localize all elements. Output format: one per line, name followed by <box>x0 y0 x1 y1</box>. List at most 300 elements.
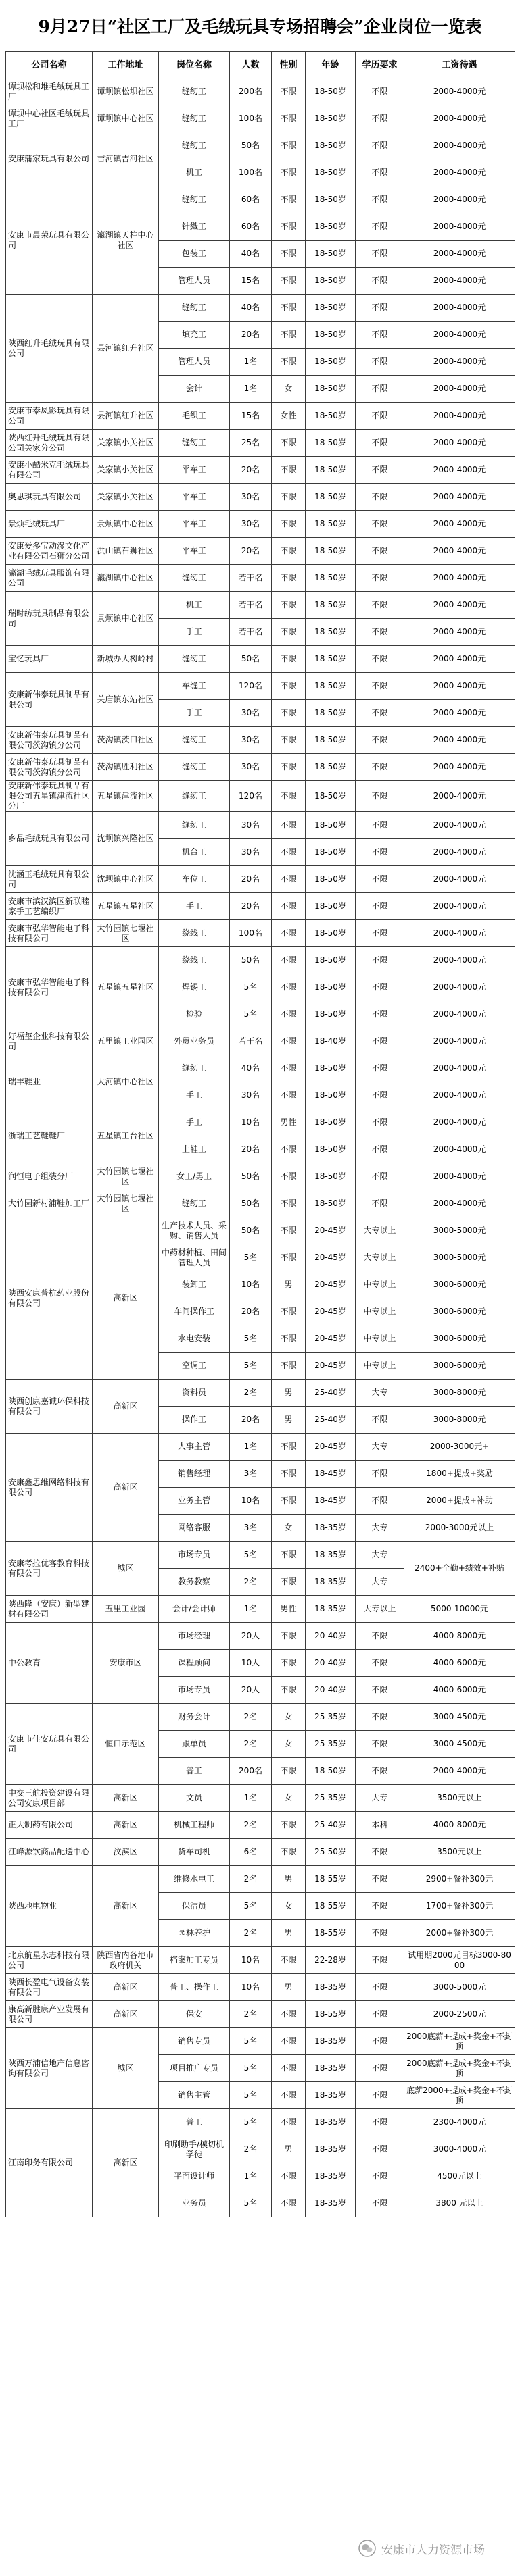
cell-salary: 2000-4000元 <box>404 1190 515 1217</box>
cell-education: 不限 <box>356 2163 404 2190</box>
cell-position: 人事主管 <box>159 1434 230 1461</box>
cell-education: 不限 <box>356 1001 404 1028</box>
cell-salary: 2000-4000元 <box>404 511 515 538</box>
cell-gender: 不限 <box>272 1190 306 1217</box>
cell-gender: 不限 <box>272 893 306 920</box>
cell-count: 20名 <box>230 1136 272 1163</box>
cell-salary: 2000底薪+提成+奖金+不封顶 <box>404 2055 515 2082</box>
cell-position: 焊锡工 <box>159 974 230 1001</box>
cell-salary: 2000-4000元 <box>404 1082 515 1109</box>
cell-education: 不限 <box>356 2055 404 2082</box>
cell-count: 5名 <box>230 2109 272 2136</box>
table-row <box>6 2028 515 2055</box>
table-row <box>6 1974 515 2001</box>
cell-count: 30名 <box>230 754 272 781</box>
cell-address: 高新区 <box>93 1434 159 1542</box>
table-row <box>6 1190 515 1217</box>
cell-company: 陕西创康嘉诚环保科技有限公司 <box>6 1380 93 1434</box>
cell-position: 包装工 <box>159 241 230 268</box>
cell-education: 中专以上 <box>356 1325 404 1353</box>
cell-count: 若干名 <box>230 1028 272 1055</box>
cell-gender: 男 <box>272 2136 306 2163</box>
cell-count: 30名 <box>230 511 272 538</box>
cell-age: 18-50岁 <box>306 105 356 132</box>
table-row <box>6 646 515 673</box>
table-row <box>6 1866 515 1893</box>
cell-age: 18-50岁 <box>306 1109 356 1136</box>
cell-education: 不限 <box>356 186 404 213</box>
cell-salary: 2000-4000元 <box>404 213 515 241</box>
cell-gender: 不限 <box>272 295 306 322</box>
cell-position: 管理人员 <box>159 268 230 295</box>
cell-salary: 2000-4000元 <box>404 484 515 511</box>
cell-age: 25-35岁 <box>306 1731 356 1758</box>
cell-age: 18-50岁 <box>306 403 356 430</box>
cell-education: 不限 <box>356 1947 404 1974</box>
cell-salary: 1700+餐补300元 <box>404 1893 515 1920</box>
cell-gender: 不限 <box>272 1758 306 1785</box>
cell-age: 18-50岁 <box>306 673 356 700</box>
cell-address: 沈坝镇兴隆社区 <box>93 812 159 866</box>
cell-salary: 4500元以上 <box>404 2163 515 2190</box>
cell-gender: 不限 <box>272 2082 306 2109</box>
cell-salary: 3000-5000元 <box>404 1217 515 1244</box>
cell-age: 18-35岁 <box>306 2136 356 2163</box>
cell-age: 18-35岁 <box>306 1542 356 1569</box>
cell-age: 18-50岁 <box>306 974 356 1001</box>
cell-gender: 男 <box>272 1380 306 1407</box>
table-row <box>6 1704 515 1731</box>
cell-salary: 4000-6000元 <box>404 1677 515 1704</box>
cell-age: 18-50岁 <box>306 538 356 565</box>
cell-position: 市场经理 <box>159 1623 230 1650</box>
cell-company: 陕西万浦信地产信息咨询有限公司 <box>6 2028 93 2109</box>
cell-company: 安康市弘华智能电子科技有限公司 <box>6 920 93 947</box>
watermark-text: 安康市人力资源市场 <box>381 2543 485 2557</box>
cell-count: 2名 <box>230 1920 272 1947</box>
cell-education: 本科 <box>356 1812 404 1839</box>
cell-gender: 不限 <box>272 1839 306 1866</box>
cell-address: 高新区 <box>93 1974 159 2001</box>
cell-gender: 不限 <box>272 1298 306 1325</box>
cell-age: 18-50岁 <box>306 349 356 376</box>
cell-count: 50名 <box>230 1163 272 1190</box>
cell-age: 18-50岁 <box>306 484 356 511</box>
cell-position: 缝纫工 <box>159 1055 230 1082</box>
cell-count: 40名 <box>230 1055 272 1082</box>
cell-education: 不限 <box>356 2082 404 2109</box>
cell-count: 40名 <box>230 241 272 268</box>
cell-count: 15名 <box>230 403 272 430</box>
cell-age: 18-50岁 <box>306 295 356 322</box>
cell-gender: 不限 <box>272 866 306 893</box>
cell-gender: 不限 <box>272 1082 306 1109</box>
table-row <box>6 592 515 619</box>
cell-count: 20名 <box>230 1298 272 1325</box>
cell-education: 不限 <box>356 430 404 457</box>
cell-age: 18-50岁 <box>306 893 356 920</box>
cell-age: 18-35岁 <box>306 2190 356 2217</box>
cell-age: 18-35岁 <box>306 1515 356 1542</box>
cell-company: 奥思琪玩具有限公司 <box>6 484 93 511</box>
cell-gender: 不限 <box>272 1461 306 1488</box>
cell-count: 2名 <box>230 1812 272 1839</box>
table-row <box>6 457 515 484</box>
cell-address: 高新区 <box>93 1812 159 1839</box>
cell-age: 20-45岁 <box>306 1434 356 1461</box>
cell-salary: 2000-4000元 <box>404 457 515 484</box>
cell-age: 18-50岁 <box>306 592 356 619</box>
cell-age: 18-50岁 <box>306 132 356 159</box>
cell-gender: 不限 <box>272 812 306 839</box>
cell-age: 18-50岁 <box>306 213 356 241</box>
table-row <box>6 1839 515 1866</box>
cell-position: 普工 <box>159 2109 230 2136</box>
cell-company: 安康市泰凤影玩具有限公司 <box>6 403 93 430</box>
cell-salary: 2000-4000元 <box>404 619 515 646</box>
cell-salary: 3000-4000元 <box>404 2136 515 2163</box>
cell-position: 缝纫工 <box>159 754 230 781</box>
cell-age: 18-50岁 <box>306 457 356 484</box>
cell-address: 五星镇津流社区 <box>93 781 159 812</box>
cell-gender: 不限 <box>272 619 306 646</box>
table-row <box>6 1055 515 1082</box>
cell-education: 不限 <box>356 159 404 186</box>
cell-education: 不限 <box>356 322 404 349</box>
cell-age: 20-45岁 <box>306 1325 356 1353</box>
cell-age: 18-55岁 <box>306 1866 356 1893</box>
cell-age: 18-50岁 <box>306 376 356 403</box>
cell-salary: 2000+餐补300元 <box>404 1920 515 1947</box>
cell-position: 填充工 <box>159 322 230 349</box>
cell-education: 不限 <box>356 213 404 241</box>
cell-age: 18-50岁 <box>306 565 356 592</box>
cell-company: 中交三航投资建设有限公司安康项目部 <box>6 1785 93 1812</box>
cell-education: 不限 <box>356 538 404 565</box>
cell-position: 手工 <box>159 1082 230 1109</box>
cell-age: 20-45岁 <box>306 1271 356 1298</box>
cell-gender: 不限 <box>272 754 306 781</box>
cell-position: 缝纫工 <box>159 105 230 132</box>
cell-education: 大专 <box>356 1542 404 1569</box>
cell-salary: 2000-4000元 <box>404 673 515 700</box>
cell-company: 安康新伟泰玩具制品有限公司五星镇津流社区分厂 <box>6 781 93 812</box>
cell-gender: 不限 <box>272 920 306 947</box>
cell-gender: 不限 <box>272 2190 306 2217</box>
watermark <box>358 2537 485 2560</box>
cell-count: 100名 <box>230 159 272 186</box>
cell-count: 60名 <box>230 213 272 241</box>
cell-count: 200名 <box>230 1758 272 1785</box>
cell-position: 缝纫工 <box>159 78 230 105</box>
cell-company: 安康市弘华智能电子科技有限公司 <box>6 947 93 1028</box>
cell-education: 不限 <box>356 866 404 893</box>
cell-salary: 2000-4000元 <box>404 947 515 974</box>
cell-count: 50名 <box>230 1190 272 1217</box>
cell-salary: 2000-4000元 <box>404 186 515 213</box>
cell-address: 谭坝镇中心社区 <box>93 105 159 132</box>
cell-education: 不限 <box>356 403 404 430</box>
cell-education: 不限 <box>356 132 404 159</box>
cell-address: 高新区 <box>93 1217 159 1380</box>
cell-count: 5名 <box>230 2190 272 2217</box>
table-row <box>6 484 515 511</box>
cell-salary: 3500元以上 <box>404 1839 515 1866</box>
table-row <box>6 1380 515 1407</box>
table-row <box>6 893 515 920</box>
cell-age: 18-55岁 <box>306 1920 356 1947</box>
cell-gender: 不限 <box>272 1677 306 1704</box>
cell-count: 25名 <box>230 430 272 457</box>
cell-position: 会计 <box>159 376 230 403</box>
cell-salary: 2000-4000元 <box>404 781 515 812</box>
cell-education: 不限 <box>356 2190 404 2217</box>
cell-address: 瀛湖镇天柱中心社区 <box>93 186 159 295</box>
cell-education: 不限 <box>356 920 404 947</box>
cell-gender: 不限 <box>272 1542 306 1569</box>
cell-gender: 不限 <box>272 673 306 700</box>
cell-education: 不限 <box>356 1055 404 1082</box>
cell-age: 22-28岁 <box>306 1947 356 1974</box>
table-row <box>6 1028 515 1055</box>
cell-education: 不限 <box>356 78 404 105</box>
cell-position: 文员 <box>159 1785 230 1812</box>
cell-address: 高新区 <box>93 2001 159 2028</box>
cell-age: 18-50岁 <box>306 1136 356 1163</box>
cell-count: 1名 <box>230 1785 272 1812</box>
cell-company: 中公教育 <box>6 1623 93 1704</box>
cell-salary: 3000-5000元 <box>404 1974 515 2001</box>
cell-gender: 不限 <box>272 78 306 105</box>
cell-age: 25-40岁 <box>306 1380 356 1407</box>
cell-address: 五里镇工业园区 <box>93 1028 159 1055</box>
cell-position: 针織工 <box>159 213 230 241</box>
cell-position: 外贸业务员 <box>159 1028 230 1055</box>
cell-education: 中专以上 <box>356 1298 404 1325</box>
cell-address: 城区 <box>93 1542 159 1596</box>
cell-age: 18-50岁 <box>306 430 356 457</box>
cell-gender: 不限 <box>272 1325 306 1353</box>
table-row <box>6 186 515 213</box>
cell-company: 浙瑞工艺鞋鞋厂 <box>6 1109 93 1163</box>
table-row <box>6 105 515 132</box>
cell-company: 安康市佳安玩具有限公司 <box>6 1704 93 1785</box>
cell-position: 装卸工 <box>159 1271 230 1298</box>
cell-age: 18-50岁 <box>306 646 356 673</box>
cell-count: 15名 <box>230 268 272 295</box>
cell-education: 不限 <box>356 1407 404 1434</box>
cell-education: 不限 <box>356 1190 404 1217</box>
cell-salary: 2000-4000元 <box>404 105 515 132</box>
cell-gender: 不限 <box>272 1217 306 1244</box>
cell-address: 大竹园镇七堰社区 <box>93 920 159 947</box>
table-row <box>6 1623 515 1650</box>
cell-address: 关庙镇东站社区 <box>93 673 159 727</box>
cell-gender: 不限 <box>272 1650 306 1677</box>
cell-education: 不限 <box>356 1920 404 1947</box>
cell-education: 不限 <box>356 1109 404 1136</box>
cell-count: 100名 <box>230 920 272 947</box>
cell-company: 陕西红升毛绒玩具有限公司关家分公司 <box>6 430 93 457</box>
cell-salary: 2000-4000元 <box>404 1136 515 1163</box>
cell-gender: 不限 <box>272 2109 306 2136</box>
cell-gender: 女 <box>272 1704 306 1731</box>
cell-company: 正大制药有限公司 <box>6 1812 93 1839</box>
cell-age: 18-50岁 <box>306 322 356 349</box>
cell-position: 手工 <box>159 893 230 920</box>
cell-salary: 3000-8000元 <box>404 1380 515 1407</box>
cell-salary: 2900+餐补300元 <box>404 1866 515 1893</box>
cell-salary: 2000-4000元 <box>404 1163 515 1190</box>
cell-company: 陕西地电物业 <box>6 1866 93 1947</box>
cell-count: 20名 <box>230 866 272 893</box>
table-row <box>6 1785 515 1812</box>
cell-address: 陕西省内各地市政府机关 <box>93 1947 159 1974</box>
cell-gender: 女 <box>272 376 306 403</box>
cell-age: 18-50岁 <box>306 1001 356 1028</box>
cell-age: 18-50岁 <box>306 186 356 213</box>
cell-salary: 3000-4500元 <box>404 1731 515 1758</box>
cell-gender: 不限 <box>272 511 306 538</box>
cell-address: 茨沟镇茨口社区 <box>93 727 159 754</box>
cell-count: 40名 <box>230 295 272 322</box>
cell-count: 5名 <box>230 2055 272 2082</box>
cell-position: 水电安装 <box>159 1325 230 1353</box>
cell-company: 谭坝松和堆毛绒玩具工厂 <box>6 78 93 105</box>
cell-gender: 不限 <box>272 2055 306 2082</box>
cell-gender: 不限 <box>272 1136 306 1163</box>
cell-gender: 女 <box>272 1731 306 1758</box>
header-count: 人数 <box>230 52 272 78</box>
cell-salary: 2000-4000元 <box>404 974 515 1001</box>
cell-count: 5名 <box>230 1542 272 1569</box>
cell-count: 10人 <box>230 1650 272 1677</box>
cell-position: 缝纫工 <box>159 1190 230 1217</box>
cell-salary: 3000-5000元 <box>404 1244 515 1271</box>
cell-address: 五星镇工台社区 <box>93 1109 159 1163</box>
cell-position: 管理人员 <box>159 349 230 376</box>
cell-gender: 男 <box>272 1920 306 1947</box>
cell-count: 10名 <box>230 1271 272 1298</box>
cell-count: 5名 <box>230 1893 272 1920</box>
cell-gender: 不限 <box>272 1623 306 1650</box>
cell-age: 18-50岁 <box>306 619 356 646</box>
cell-company: 瀛湖毛绒玩具服饰有限公司 <box>6 565 93 592</box>
cell-position: 档案加工专员 <box>159 1947 230 1974</box>
cell-salary: 2000-4000元 <box>404 1001 515 1028</box>
cell-education: 大专 <box>356 1785 404 1812</box>
cell-position: 印刷助手/模切机学徒 <box>159 2136 230 2163</box>
cell-count: 50名 <box>230 646 272 673</box>
cell-address: 大竹园镇七堰社区 <box>93 1163 159 1190</box>
cell-education: 不限 <box>356 511 404 538</box>
cell-salary: 2000-4000元 <box>404 754 515 781</box>
cell-salary: 2000-4000元 <box>404 1055 515 1082</box>
cell-count: 10名 <box>230 1488 272 1515</box>
cell-count: 2名 <box>230 1731 272 1758</box>
cell-position: 财务会计 <box>159 1704 230 1731</box>
cell-gender: 不限 <box>272 1569 306 1596</box>
cell-position: 货车司机 <box>159 1839 230 1866</box>
cell-education: 不限 <box>356 241 404 268</box>
table-row <box>6 78 515 105</box>
cell-age: 25-50岁 <box>306 1839 356 1866</box>
cell-count: 20名 <box>230 457 272 484</box>
cell-education: 大专 <box>356 1569 404 1596</box>
cell-salary: 2000-4000元 <box>404 893 515 920</box>
cell-salary: 2000-4000元 <box>404 403 515 430</box>
cell-position: 平车工 <box>159 457 230 484</box>
header-education: 学历要求 <box>356 52 404 78</box>
cell-address: 汶滨区 <box>93 1839 159 1866</box>
cell-education: 不限 <box>356 839 404 866</box>
cell-position: 操作工 <box>159 1407 230 1434</box>
cell-position: 保安 <box>159 2001 230 2028</box>
cell-gender: 不限 <box>272 2028 306 2055</box>
cell-salary: 2000-4000元 <box>404 727 515 754</box>
cell-position: 缝纫工 <box>159 132 230 159</box>
table-row <box>6 673 515 700</box>
cell-salary: 2000-2500元 <box>404 2001 515 2028</box>
cell-salary: 2000-4000元 <box>404 866 515 893</box>
cell-gender: 不限 <box>272 322 306 349</box>
cell-education: 不限 <box>356 812 404 839</box>
cell-address: 景烦镇中心社区 <box>93 592 159 646</box>
cell-education: 不限 <box>356 268 404 295</box>
cell-education: 不限 <box>356 1488 404 1515</box>
cell-salary: 2000-4000元 <box>404 920 515 947</box>
cell-position: 机械工程师 <box>159 1812 230 1839</box>
table-row <box>6 1217 515 1244</box>
table-row <box>6 920 515 947</box>
table-row <box>6 1596 515 1623</box>
table-row <box>6 2109 515 2136</box>
cell-education: 不限 <box>356 105 404 132</box>
cell-position: 缝纫工 <box>159 812 230 839</box>
cell-gender: 不限 <box>272 430 306 457</box>
cell-address: 茨沟镇胜利社区 <box>93 754 159 781</box>
cell-address: 恒口示范区 <box>93 1704 159 1785</box>
cell-salary: 3500元以上 <box>404 1785 515 1812</box>
table-row <box>6 1947 515 1974</box>
cell-gender: 不限 <box>272 947 306 974</box>
cell-gender: 不限 <box>272 159 306 186</box>
cell-position: 跟单员 <box>159 1731 230 1758</box>
cell-address: 高新区 <box>93 2109 159 2217</box>
cell-salary: 2000-4000元 <box>404 349 515 376</box>
cell-count: 30名 <box>230 727 272 754</box>
cell-count: 20名 <box>230 1407 272 1434</box>
cell-education: 大专以上 <box>356 1217 404 1244</box>
cell-age: 18-50岁 <box>306 1055 356 1082</box>
cell-position: 机工 <box>159 592 230 619</box>
cell-address: 谭坝镇松坝社区 <box>93 78 159 105</box>
cell-company: 大竹园新村浦鞋加工厂 <box>6 1190 93 1217</box>
cell-company: 安康考拉优客教育科技有限公司 <box>6 1542 93 1596</box>
cell-gender: 女性 <box>272 403 306 430</box>
cell-position: 缝纫工 <box>159 186 230 213</box>
header-position: 岗位名称 <box>159 52 230 78</box>
cell-education: 不限 <box>356 1082 404 1109</box>
cell-education: 不限 <box>356 646 404 673</box>
cell-salary: 2000-4000元 <box>404 812 515 839</box>
cell-salary: 2300-4000元 <box>404 2109 515 2136</box>
cell-position: 园林养护 <box>159 1920 230 1947</box>
cell-position: 缝纫工 <box>159 430 230 457</box>
table-row <box>6 1109 515 1136</box>
cell-address: 洪山镇石狮社区 <box>93 538 159 565</box>
cell-salary: 3000-6000元 <box>404 1353 515 1380</box>
